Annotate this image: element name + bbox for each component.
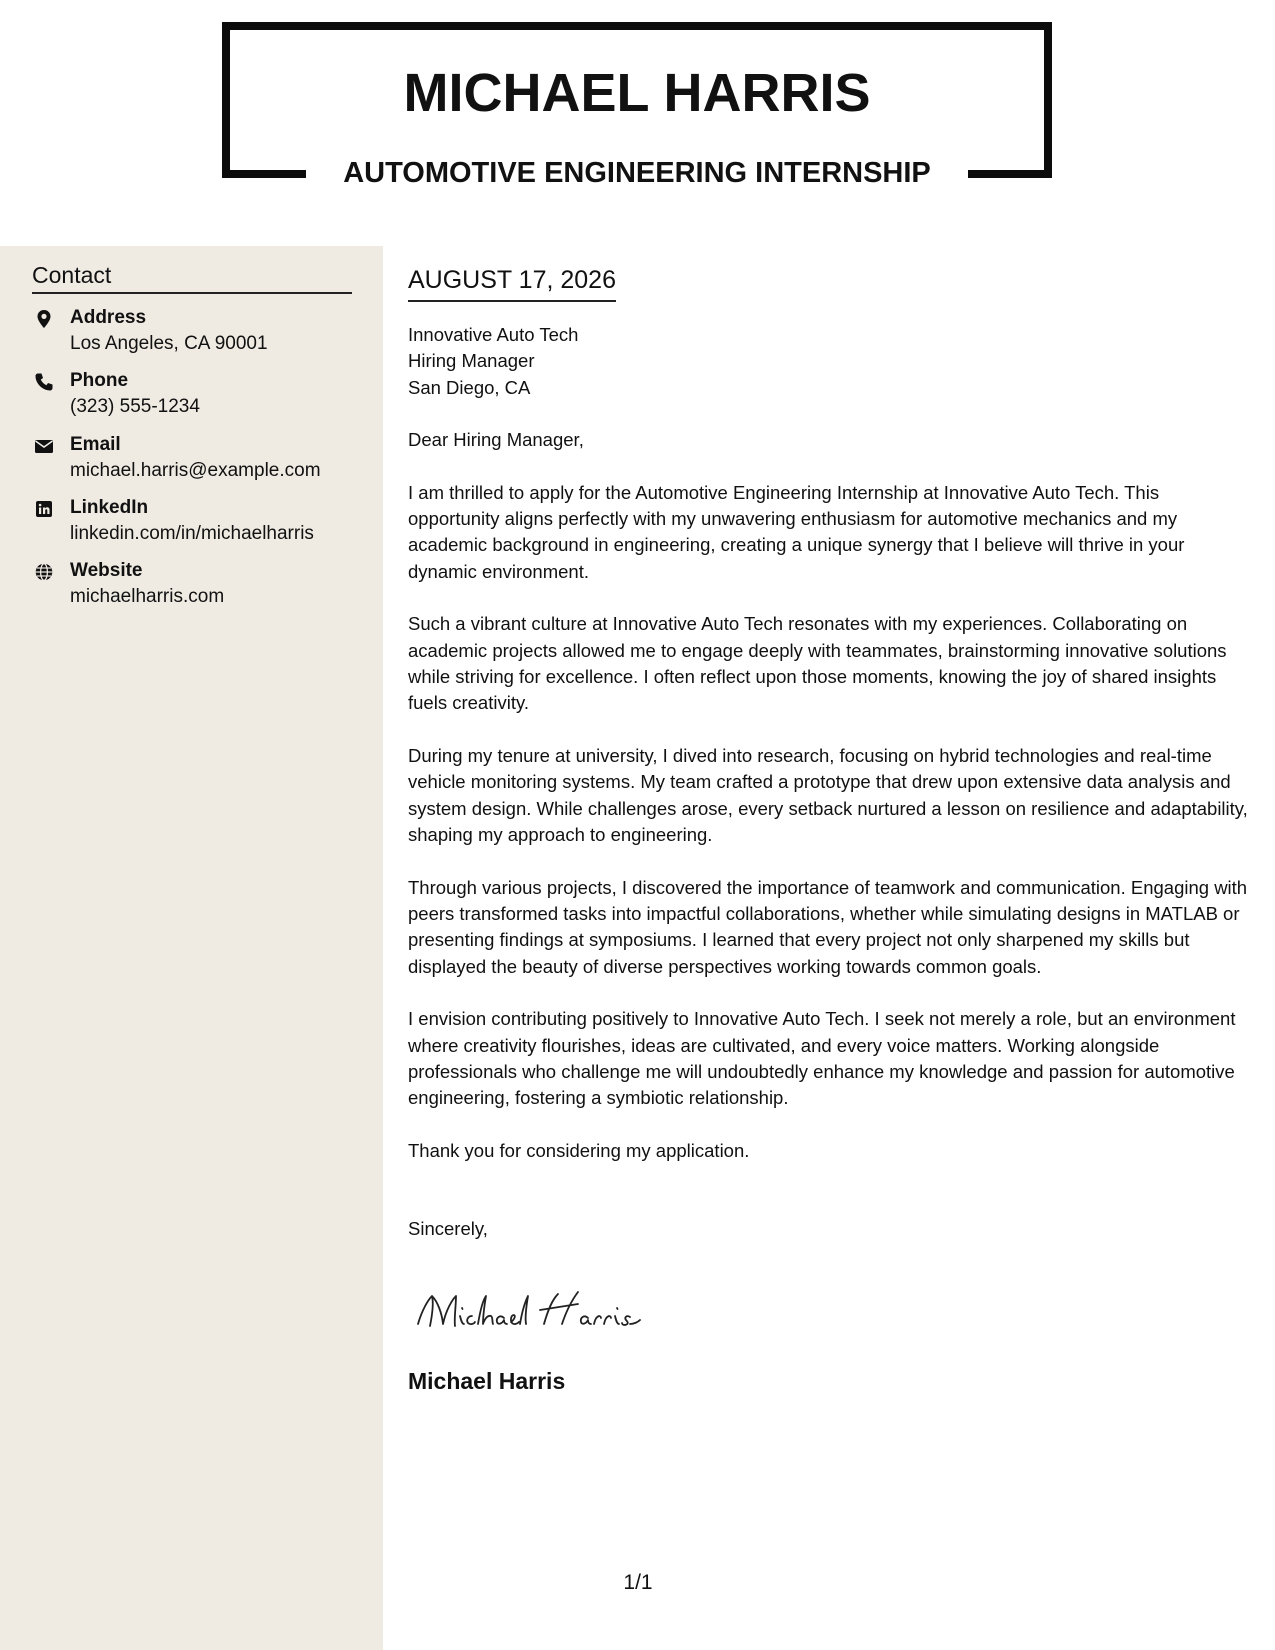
contact-website-value: michaelharris.com xyxy=(70,586,225,607)
phone-icon xyxy=(34,372,54,392)
recipient-company: Innovative Auto Tech xyxy=(408,324,579,345)
contact-email-label: Email xyxy=(70,434,121,455)
envelope-icon xyxy=(34,436,54,456)
contact-website-label: Website xyxy=(70,560,143,581)
recipient-location: San Diego, CA xyxy=(408,376,531,398)
contact-phone-label: Phone xyxy=(70,370,129,391)
recipient-block xyxy=(408,322,1253,401)
linkedin-icon xyxy=(34,499,54,519)
letter-paragraph: Such a vibrant culture at Innovative Auto Tech resonates with my experiences. Collaborating on academic projects allowed me to engage deeply with teammates, brainstorming innovative solutions while striving for excellence. I often reflect upon those moments, knowing the joy of shared insights fuels creativity. xyxy=(408,613,1227,714)
handwritten-signature xyxy=(412,1280,672,1340)
contact-linkedin-label: LinkedIn xyxy=(70,497,149,518)
letter-paragraph: I am thrilled to apply for the Automotive Engineering Internship at Innovative Auto Tech. This opportunity aligns perfectly with my unwavering enthusiasm for automotive mechanics and my academic background in engineering, creating a unique synergy that I believe will thrive in your dynamic environment. xyxy=(408,481,1185,582)
contact-linkedin-value: linkedin.com/in/michaelharris xyxy=(70,523,314,544)
letter-paragraph: During my tenure at university, I dived into research, focusing on hybrid technologies and real-time vehicle monitoring systems. My team crafted a prototype that drew upon extensive data analysis and system design. While challenges arose, every setback nurtured a lesson on resilience and adaptability, shaping my approach to engineering. xyxy=(408,744,1248,846)
letter-paragraph: Through various projects, I discovered the importance of teamwork and communication. Engaging with peers transformed tasks into impactful collaborations, whether while simulating designs in MATLAB or presenting findings at symposiums. I learned that every project not only sharpened my skills but displayed the beauty of diverse perspectives working towards common goals. xyxy=(408,876,1248,977)
closing: Sincerely, xyxy=(408,1218,488,1240)
letter-paragraph: I envision contributing positively to Innovative Auto Tech. I seek not merely a role, but an environment where creativity flourishes, ideas are cultivated, and every voice matters. Working alongside professionals who challenge me will undoubtedly enhance my knowledge and passion for automotive engineering, fostering a symbiotic relationship. xyxy=(408,1008,1236,1109)
contact-email-value: michael.harris@example.com xyxy=(70,460,321,481)
contact-phone-value: (323) 555-1234 xyxy=(70,396,200,417)
contact-address-value: Los Angeles, CA 90001 xyxy=(70,333,268,354)
location-pin-icon xyxy=(34,309,54,329)
applicant-name: MICHAEL HARRIS xyxy=(403,63,871,123)
recipient-title: Hiring Manager xyxy=(408,350,535,372)
salutation: Dear Hiring Manager, xyxy=(408,429,584,451)
globe-icon xyxy=(34,562,54,582)
contact-sidebar xyxy=(0,246,383,1650)
contact-address-label: Address xyxy=(70,307,147,328)
letter-date: AUGUST 17, 2026 xyxy=(408,264,616,302)
signed-name: Michael Harris xyxy=(408,1368,566,1394)
page-number: 1/1 xyxy=(623,1571,653,1594)
letter-body xyxy=(408,322,1253,1243)
position-title: AUTOMOTIVE ENGINEERING INTERNSHIP xyxy=(343,157,931,189)
contact-heading: Contact xyxy=(32,260,352,294)
letter-paragraph: Thank you for considering my application. xyxy=(408,1139,750,1161)
